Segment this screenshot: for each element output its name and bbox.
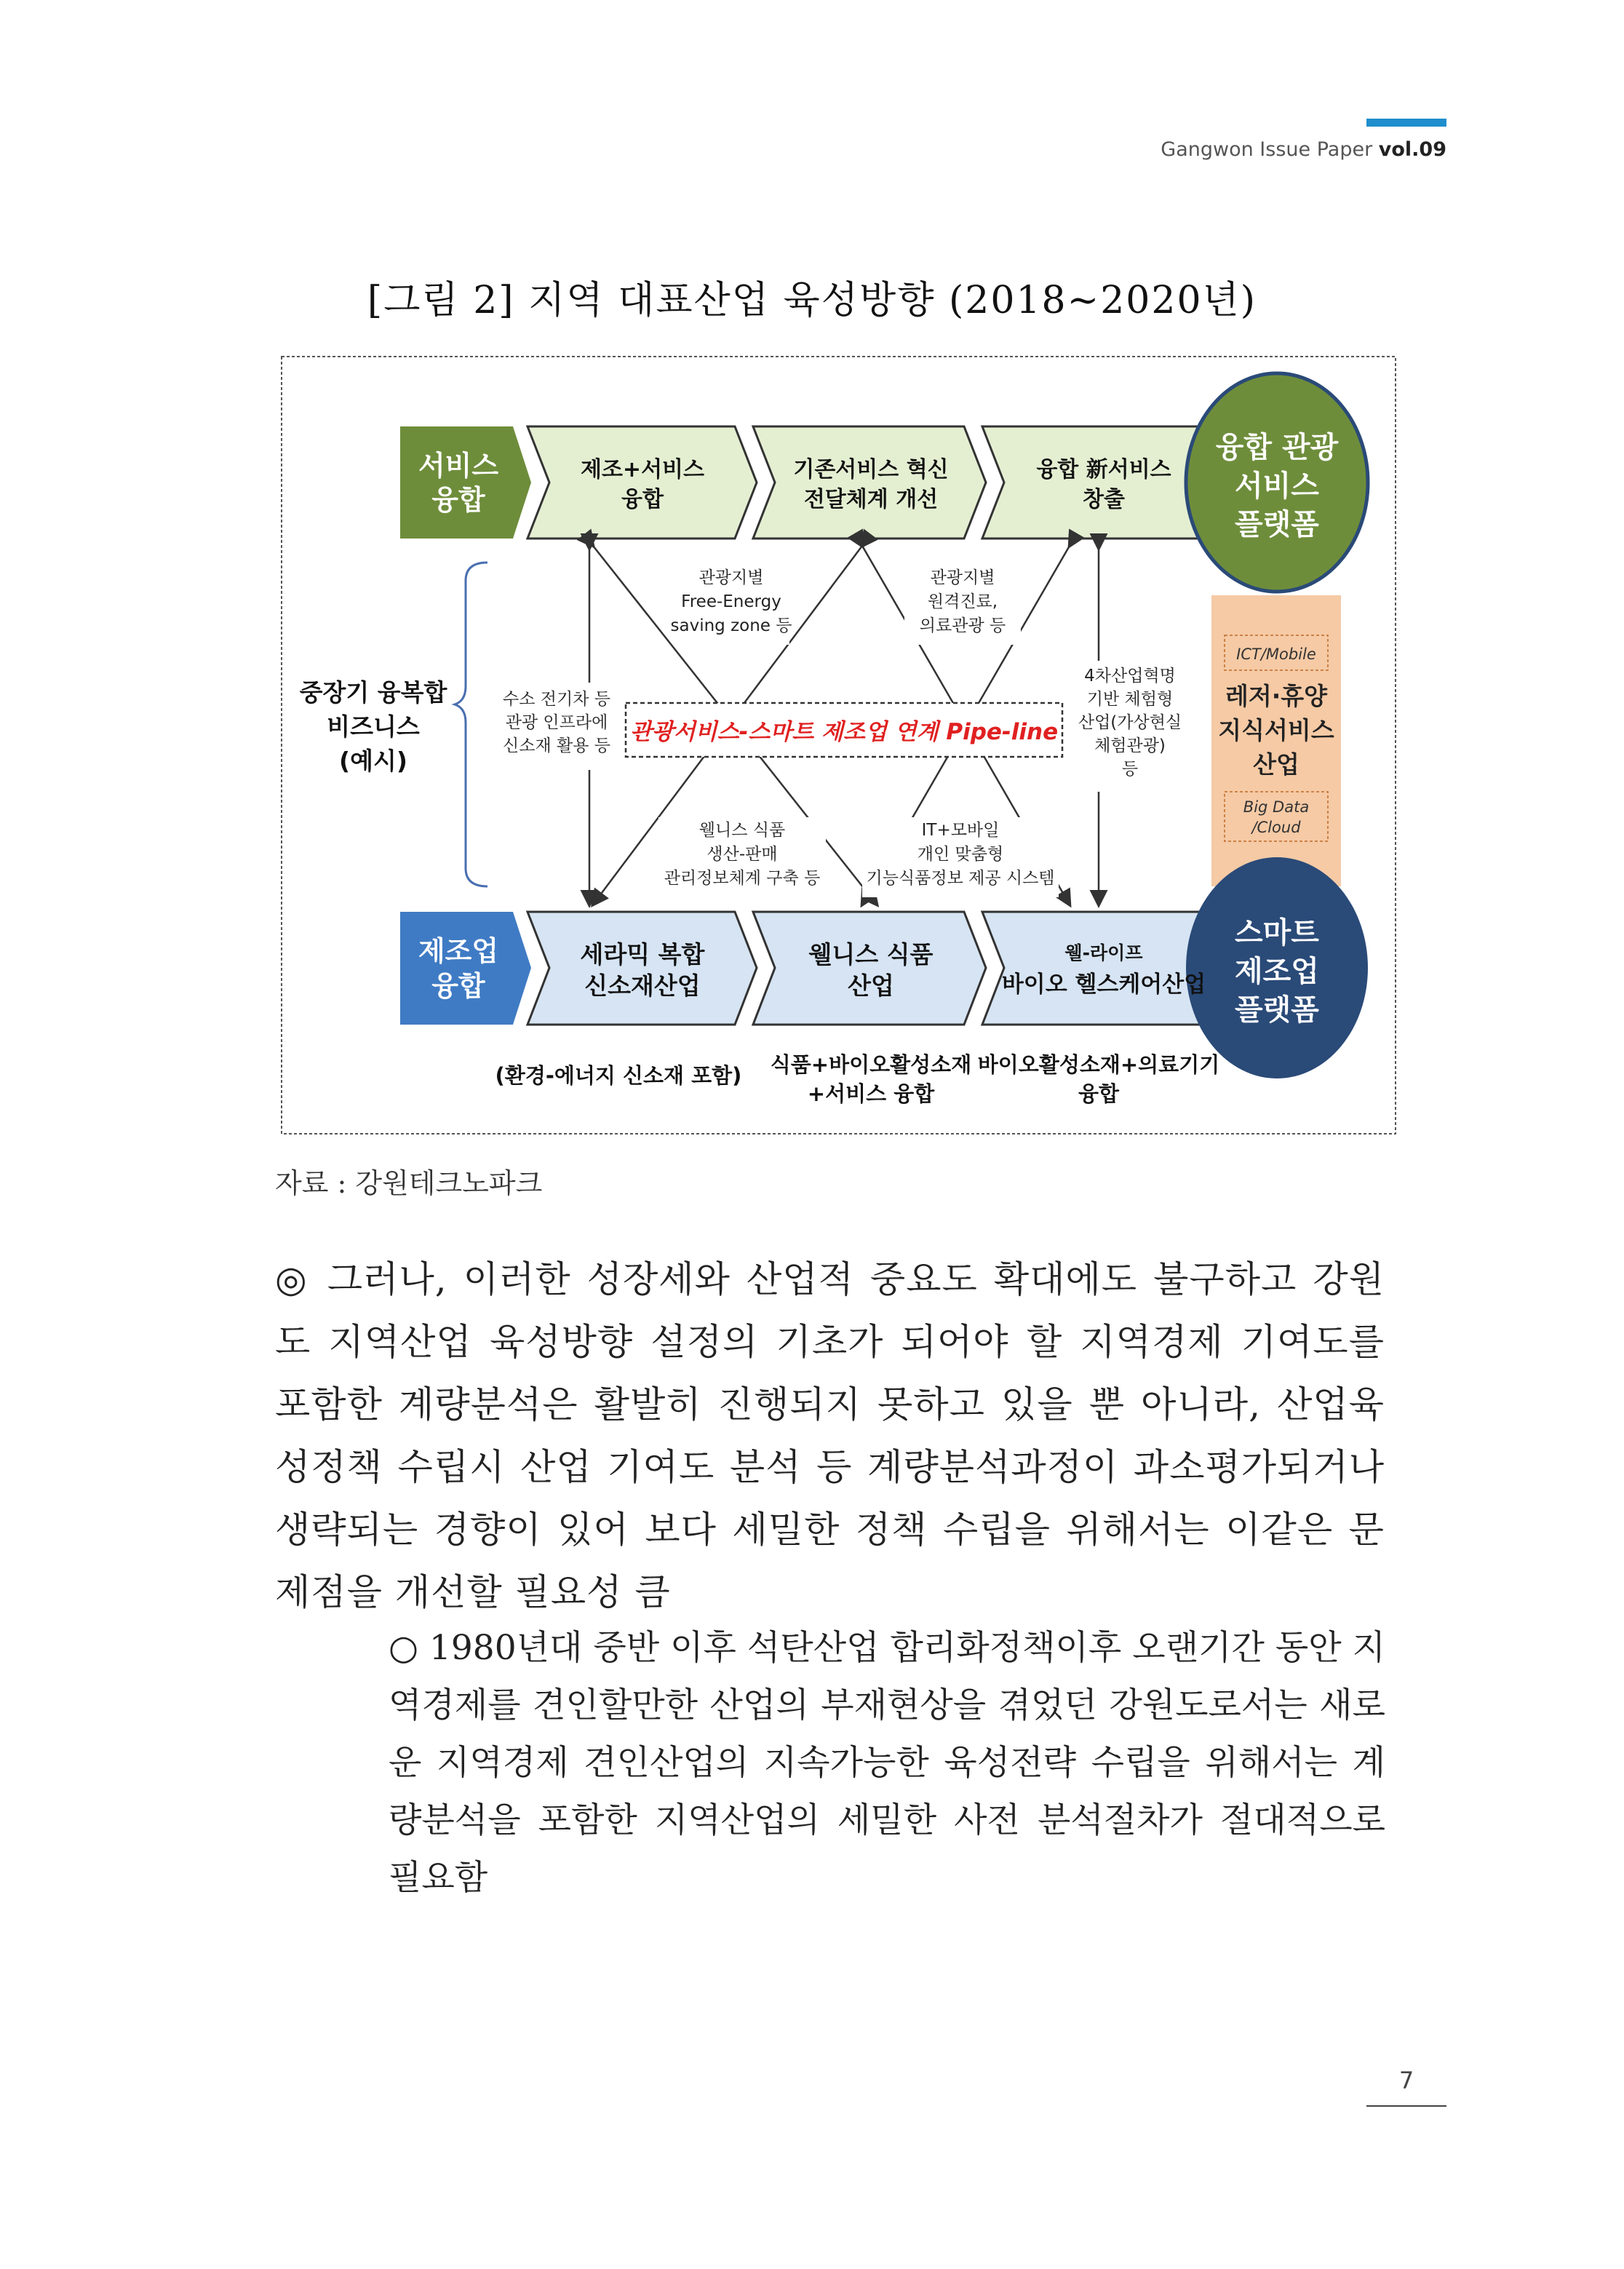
note-top-left-1: 관광지별 bbox=[698, 568, 764, 587]
left-label-line2: 비즈니스 bbox=[327, 712, 420, 741]
figure-source: 자료 : 강원테크노파크 bbox=[275, 1167, 543, 1199]
header-series: Gangwon Issue Paper bbox=[1161, 138, 1379, 161]
bottom-row-label-1: 제조업 bbox=[418, 935, 499, 967]
top-stage-1 bbox=[528, 426, 757, 539]
top-stage-1-line1: 제조+서비스 bbox=[580, 457, 705, 482]
top-circle-line3: 플랫폼 bbox=[1235, 508, 1319, 541]
side-tag-bottom-2: /Cloud bbox=[1251, 819, 1301, 836]
note-top-left-2: Free-Energy bbox=[681, 592, 781, 611]
bottom-circle-line2: 제조업 bbox=[1235, 955, 1319, 988]
bottom-stage-1-line2: 신소재산업 bbox=[584, 971, 701, 1000]
note-top-left-3: saving zone 등 bbox=[670, 616, 792, 635]
side-tag-bottom-1: Big Data bbox=[1243, 798, 1310, 816]
header-accent-bar bbox=[1366, 119, 1446, 127]
note-left-mid-3: 신소재 활용 등 bbox=[503, 736, 610, 755]
header-volume: vol.09 bbox=[1378, 138, 1446, 161]
note-bottom-right-1: IT+모바일 bbox=[921, 821, 1000, 840]
caption-3-line1: 바이오활성소재+의료기기 bbox=[977, 1052, 1220, 1077]
top-circle-line1: 융합 관광 bbox=[1215, 431, 1339, 464]
bottom-circle-line1: 스마트 bbox=[1235, 916, 1319, 950]
bottom-stage-1-line1: 세라믹 복합 bbox=[580, 940, 705, 969]
caption-2-line2: +서비스 융합 bbox=[807, 1081, 935, 1106]
note-bottom-left-1: 웰니스 식품 bbox=[698, 821, 786, 840]
note-right-mid-1: 4차산업혁명 bbox=[1084, 667, 1176, 686]
note-top-right-1: 관광지별 bbox=[930, 568, 995, 587]
caption-3-line2: 융합 bbox=[1078, 1081, 1120, 1106]
bottom-stage-2-line2: 산업 bbox=[848, 971, 894, 1000]
note-right-mid-3: 산업(가상현실 bbox=[1078, 713, 1182, 732]
caption-2-line1: 식품+바이오활성소재 bbox=[770, 1052, 972, 1077]
caption-1: (환경-에너지 신소재 포함) bbox=[495, 1063, 742, 1088]
note-bottom-right-2: 개인 맞춤형 bbox=[917, 845, 1004, 864]
top-stage-2-line2: 전달체계 개선 bbox=[803, 487, 939, 512]
note-bottom-left-2: 생산-판매 bbox=[706, 845, 778, 864]
top-stage-2 bbox=[753, 426, 986, 539]
note-bottom-right-3: 기능식품정보 제공 시스템 bbox=[866, 869, 1055, 888]
figure-diagram bbox=[280, 355, 1397, 1135]
sub-paragraph: ○ 1980년대 중반 이후 석탄산업 합리화정책이후 오랜기간 동안 지역경제를 견인할만한 산업의 부재현상을 겪었던 강원도로서는 새로운 지역경제 견인산업의 지속가능한 육성전략 수립을 위해서는 계량분석을 포함한 지역산업의 세밀한 사전 분석절차가 절대적으로 필요함 bbox=[389, 1628, 1385, 1898]
main-paragraph: ◎ 그러나, 이러한 성장세와 산업적 중요도 확대에도 불구하고 강원도 지역산업 육성방향 설정의 기초가 되어야 할 지역경제 기여도를 포함한 계량분석은 활발히 진행되지 못하고 있을 뿐 아니라, 산업육성정책 수립시 산업 기여도 분석 등 계량분석과정이 과소평가되거나 생략되는 경향이 있어 보다 세밀한 정책 수립을 위해서는 이같은 문제점을 개선할 필요성 큼 bbox=[275, 1258, 1385, 1613]
note-right-mid-2: 기반 체험형 bbox=[1086, 690, 1174, 709]
top-stage-3-line2: 창출 bbox=[1083, 487, 1125, 512]
top-stage-1-line2: 융합 bbox=[621, 487, 664, 512]
top-row-label-1: 서비스 bbox=[418, 450, 499, 482]
bottom-stage-2-line1: 웰니스 식품 bbox=[808, 940, 934, 969]
side-main-1: 레저·휴양 bbox=[1225, 682, 1328, 710]
side-main-3: 산업 bbox=[1253, 750, 1299, 779]
top-row-label-box bbox=[400, 426, 531, 539]
left-label-line1: 중장기 융복합 bbox=[299, 678, 447, 707]
note-bottom-left-3: 관리정보체계 구축 등 bbox=[664, 869, 821, 888]
bottom-stage-3-line1: 웰-라이프 bbox=[1064, 942, 1143, 963]
pipeline-label: 관광서비스-스마트 제조업 연계 Pipe-line bbox=[629, 719, 1059, 745]
side-tag-top: ICT/Mobile bbox=[1236, 645, 1316, 663]
header-publication bbox=[1161, 138, 1446, 161]
note-top-right-2: 원격진료, bbox=[927, 592, 998, 611]
note-right-mid-4: 체험관광) bbox=[1094, 736, 1166, 755]
note-left-mid-2: 관광 인프라에 bbox=[505, 713, 608, 732]
figure-title: [그림 2] 지역 대표산업 육성방향 (2018~2020년) bbox=[367, 279, 1257, 322]
top-stage-2-line1: 기존서비스 혁신 bbox=[793, 457, 949, 482]
bottom-row-label-2: 융합 bbox=[431, 970, 485, 1002]
note-left-mid-1: 수소 전기차 등 bbox=[503, 690, 610, 709]
page-number: 7 bbox=[1398, 2067, 1414, 2094]
bottom-stage-3-line2: 바이오 헬스케어산업 bbox=[1001, 971, 1206, 998]
side-main-2: 지식서비스 bbox=[1218, 716, 1334, 744]
page-number-underline bbox=[1366, 2105, 1446, 2107]
top-stage-3-line1: 융합 新서비스 bbox=[1036, 457, 1171, 482]
bottom-circle-line3: 플랫폼 bbox=[1235, 993, 1319, 1027]
top-circle-line2: 서비스 bbox=[1235, 469, 1319, 503]
bottom-row-label-box bbox=[400, 912, 531, 1025]
note-top-right-3: 의료관광 등 bbox=[919, 616, 1006, 635]
note-right-mid-5: 등 bbox=[1121, 760, 1139, 779]
left-label-line3: (예시) bbox=[339, 747, 407, 775]
top-row-label-2: 융합 bbox=[431, 484, 485, 516]
